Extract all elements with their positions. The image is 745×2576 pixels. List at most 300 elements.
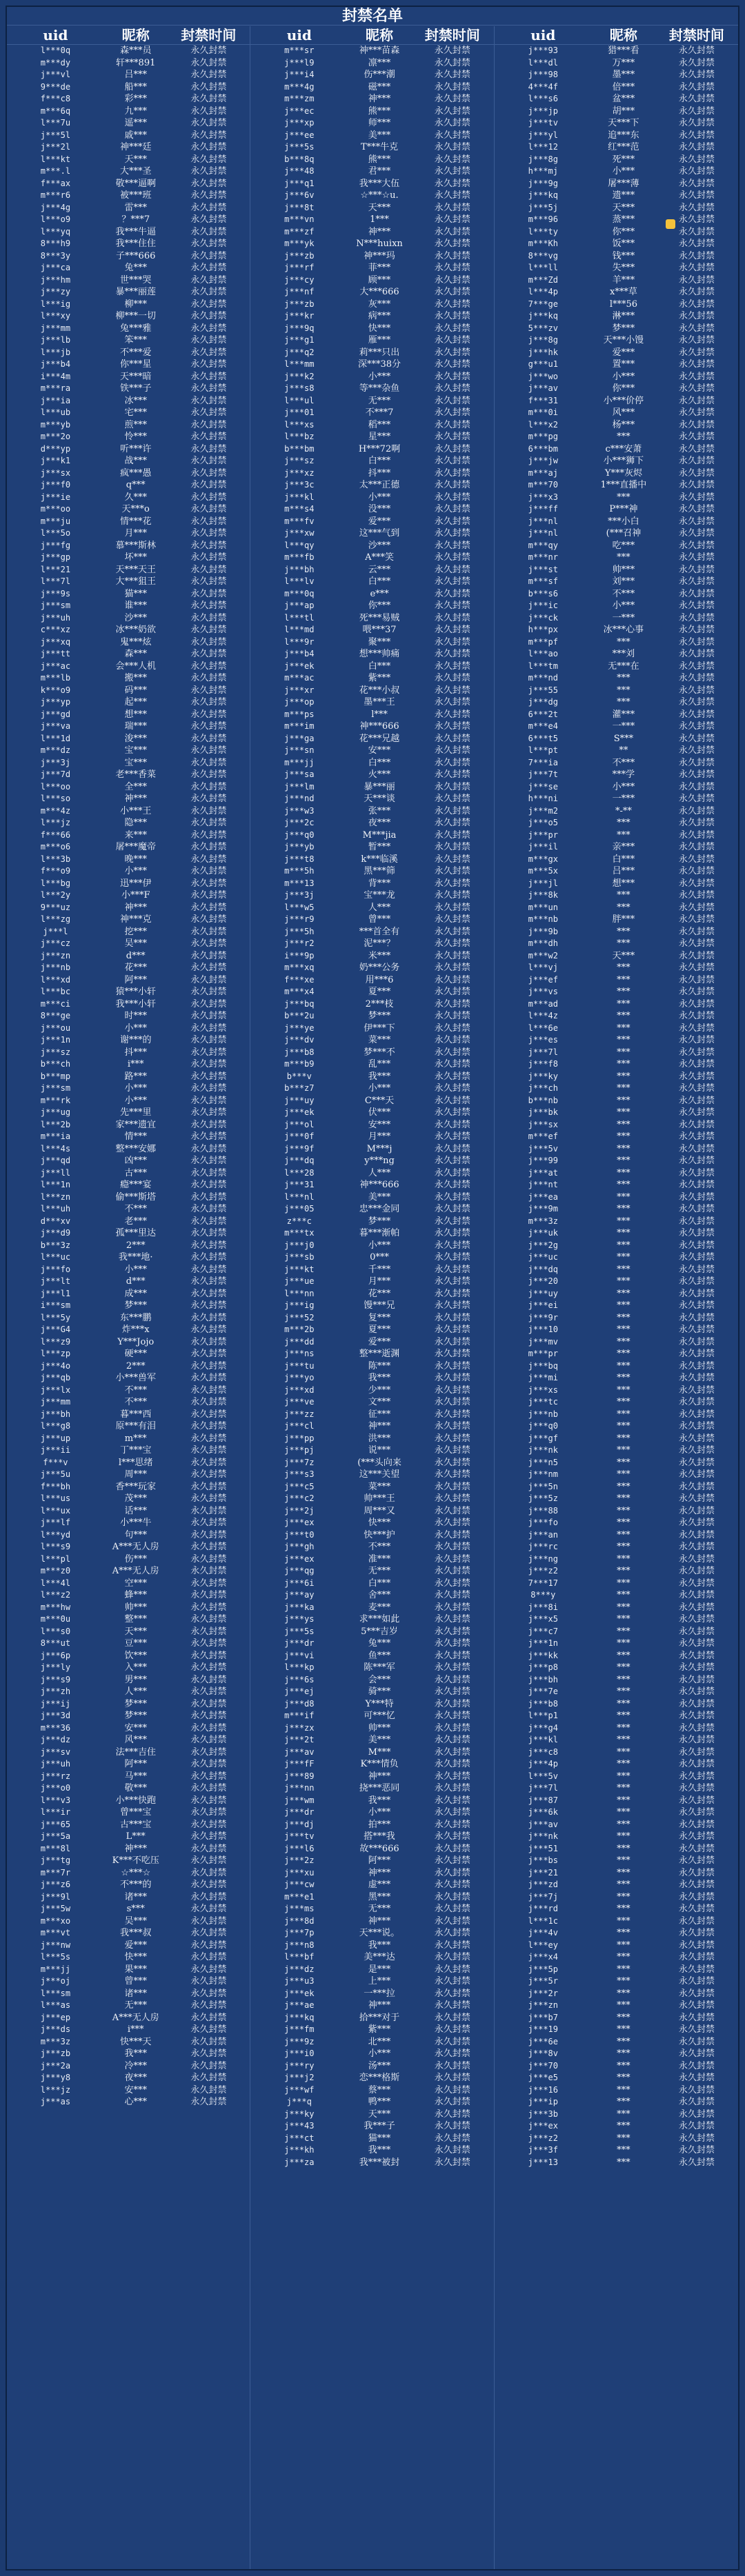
table-row xyxy=(250,841,493,854)
ban-time-cell: 永久封禁 xyxy=(434,1445,470,1456)
nickname-cell: 你***星 xyxy=(119,359,152,370)
table-row xyxy=(7,914,250,926)
uid-cell: j***i4 xyxy=(284,70,315,79)
ban-time-cell: 永久封禁 xyxy=(434,1988,470,1999)
uid-cell: j***nb xyxy=(528,1409,558,1419)
nickname-cell: 神*** xyxy=(368,226,391,237)
ban-time-cell: 永久封禁 xyxy=(190,1952,227,1962)
table-row xyxy=(495,962,738,974)
ban-time-cell: 永久封禁 xyxy=(678,46,715,56)
ban-time-cell: 永久封禁 xyxy=(190,649,227,659)
nickname-cell: 小***狮下 xyxy=(603,456,644,466)
table-row xyxy=(250,1493,493,1505)
nickname-cell: 想*** xyxy=(124,709,147,720)
uid-cell: j***tu xyxy=(284,1360,315,1371)
table-row xyxy=(7,1179,250,1191)
table-row xyxy=(7,1312,250,1325)
uid-cell: j***2g xyxy=(528,1240,558,1250)
ban-time-cell: 永久封禁 xyxy=(678,1095,715,1106)
ban-time-cell: 永久封禁 xyxy=(434,311,470,321)
ban-time-cell: 永久封禁 xyxy=(190,1928,227,1938)
table-row xyxy=(250,431,493,443)
nickname-cell: 天***下 xyxy=(608,118,639,128)
table-row xyxy=(250,274,493,287)
table-row xyxy=(7,1010,250,1023)
nickname-cell: *** xyxy=(617,1180,630,1190)
table-row xyxy=(495,2024,738,2036)
table-row xyxy=(250,696,493,709)
ban-time-cell: 永久封禁 xyxy=(190,625,227,635)
ban-time-cell: 永久封禁 xyxy=(434,178,470,189)
table-row xyxy=(7,1698,250,1711)
uid-cell: l***5y xyxy=(40,1312,71,1322)
nickname-cell: 沙*** xyxy=(124,612,147,623)
table-row xyxy=(495,926,738,938)
uid-cell: m***ju xyxy=(40,516,71,526)
uid-cell: h***px xyxy=(528,625,558,634)
nickname-cell: 猿***小轩 xyxy=(115,987,156,997)
ban-time-cell: 永久封禁 xyxy=(678,1385,715,1396)
ban-time-cell: 永久封禁 xyxy=(678,1433,715,1444)
table-row xyxy=(250,93,493,105)
nickname-cell: 马*** xyxy=(124,1771,147,1782)
table-row xyxy=(495,45,738,57)
table-row xyxy=(250,323,493,335)
table-row xyxy=(250,1034,493,1047)
ban-time-cell: 永久封禁 xyxy=(678,601,715,611)
ban-time-cell: 永久封禁 xyxy=(434,1976,470,1986)
nickname-cell: 凛*** xyxy=(368,57,391,68)
table-row xyxy=(495,1324,738,1336)
uid-cell: m***zf xyxy=(284,226,315,237)
uid-cell: j***05 xyxy=(284,1204,315,1214)
table-row xyxy=(7,793,250,805)
uid-cell: j***ug xyxy=(40,1107,71,1117)
nickname-cell: 美*** xyxy=(368,130,391,141)
ban-time-cell: 永久封禁 xyxy=(190,1915,227,1926)
table-row xyxy=(7,2084,250,2097)
ban-time-cell: 永久封禁 xyxy=(434,745,470,756)
ban-time-cell: 永久封禁 xyxy=(678,1529,715,1540)
ban-time-cell: 永久封禁 xyxy=(190,1735,227,1745)
table-row xyxy=(495,769,738,781)
uid-cell: j***zb xyxy=(284,299,315,309)
nickname-cell: 帅*** xyxy=(368,1722,391,1733)
nickname-cell: 夜*** xyxy=(124,2073,147,2083)
table-row xyxy=(7,1589,250,1602)
table-row xyxy=(250,226,493,239)
uid-cell: m***70 xyxy=(528,480,558,490)
table-row xyxy=(495,1167,738,1180)
nickname-cell: *** xyxy=(617,697,630,707)
table-row xyxy=(495,2120,738,2133)
ban-time-cell: 永久封禁 xyxy=(434,1578,470,1589)
uid-cell: j***48 xyxy=(284,166,315,176)
table-row xyxy=(250,2024,493,2036)
uid-cell: j***kl xyxy=(528,1735,558,1744)
ban-time-cell: 永久封禁 xyxy=(678,142,715,152)
ban-time-cell: 永久封禁 xyxy=(678,1325,715,1335)
ban-time-cell: 永久封禁 xyxy=(434,70,470,80)
uid-cell: j***uy xyxy=(284,1095,315,1105)
table-row xyxy=(7,1288,250,1300)
nickname-cell: 路*** xyxy=(124,1071,147,1082)
table-row xyxy=(7,2000,250,2012)
uid-cell: j***g1 xyxy=(284,335,315,345)
uid-cell: j***93 xyxy=(528,46,558,55)
table-row xyxy=(495,588,738,601)
ban-time-cell: 永久封禁 xyxy=(190,299,227,310)
nickname-cell: 我***牛逼 xyxy=(115,226,156,237)
nickname-cell: 夜*** xyxy=(368,818,391,828)
nickname-cell: 饮*** xyxy=(124,1650,147,1661)
uid-cell: l***ub xyxy=(40,407,71,417)
ban-time-cell: 永久封禁 xyxy=(190,516,227,527)
ban-time-cell: 永久封禁 xyxy=(190,1940,227,1951)
ban-time-cell: 永久封禁 xyxy=(678,588,715,599)
uid-cell: j***pj xyxy=(284,1445,315,1455)
table-row xyxy=(250,130,493,142)
uid-cell: j***5n xyxy=(528,1481,558,1491)
nickname-cell: 汤*** xyxy=(368,2060,391,2071)
uid-cell: l***5s xyxy=(40,1952,71,1962)
nickname-cell: 暮***西 xyxy=(119,1409,152,1420)
nickname-cell: 米*** xyxy=(368,950,391,961)
table-row xyxy=(7,1360,250,1373)
uid-cell: j***5s xyxy=(284,1626,315,1636)
table-row xyxy=(250,1251,493,1264)
ban-time-cell: 永久封禁 xyxy=(190,2084,227,2095)
table-row xyxy=(495,383,738,395)
ban-time-cell: 永久封禁 xyxy=(678,1662,715,1673)
uid-cell: j***2l xyxy=(40,142,71,152)
ban-time-cell: 永久封禁 xyxy=(190,564,227,575)
uid-cell: j***ou xyxy=(40,1023,71,1033)
nickname-cell: 死***易贼 xyxy=(359,612,400,623)
ban-time-cell: 永久封禁 xyxy=(190,504,227,514)
uid-cell: j***5w xyxy=(40,1904,71,1913)
uid-cell: j***k2 xyxy=(284,371,315,381)
nickname-cell: 顾*** xyxy=(368,274,391,285)
uid-cell: j***6k xyxy=(528,1807,558,1817)
uid-cell: m***3z xyxy=(528,1216,558,1226)
ban-time-cell: 永久封禁 xyxy=(434,1312,470,1323)
uid-cell: m***o6 xyxy=(40,842,71,852)
ban-time-cell: 永久封禁 xyxy=(190,359,227,370)
uid-cell: m***oo xyxy=(40,504,71,514)
uid-cell: j***kk xyxy=(528,1650,558,1660)
ban-time-cell: 永久封禁 xyxy=(434,1191,470,1203)
uid-cell: m***jj xyxy=(284,757,315,767)
uid-cell: b***z7 xyxy=(284,1083,315,1093)
ban-time-cell: 永久封禁 xyxy=(678,2097,715,2107)
uid-cell: m***ef xyxy=(528,1131,558,1141)
uid-cell: j***yl xyxy=(528,130,558,140)
nickname-cell: *** xyxy=(617,1662,630,1673)
ban-time-cell: 永久封禁 xyxy=(678,94,715,104)
nickname-cell: *** xyxy=(617,2121,630,2131)
nickname-cell: *** xyxy=(617,1711,630,1721)
ban-time-cell: 永久封禁 xyxy=(190,1336,227,1347)
table-row xyxy=(250,1565,493,1578)
uid-cell: j***8k xyxy=(528,890,558,900)
ban-time-cell: 永久封禁 xyxy=(678,781,715,792)
uid-cell: j***5s xyxy=(284,142,315,152)
column-header xyxy=(250,26,493,45)
uid-cell: j***x3 xyxy=(528,492,558,502)
table-row xyxy=(7,2096,250,2109)
ban-time-cell: 永久封禁 xyxy=(434,612,470,623)
uid-cell: l***5v xyxy=(528,1771,558,1781)
ban-time-cell: 永久封禁 xyxy=(190,1107,227,1118)
nickname-cell: 曾***宝 xyxy=(119,1807,152,1818)
ban-time-cell: 永久封禁 xyxy=(190,1325,227,1335)
nickname-cell: 美*** xyxy=(368,1735,391,1745)
nickname-cell: 鸭*** xyxy=(368,2097,391,2107)
nickname-cell: *** xyxy=(617,2133,630,2144)
uid-cell: j***lf xyxy=(40,1518,71,1527)
ban-time-cell: 永久封禁 xyxy=(678,2121,715,2131)
ban-time-cell: 永久封禁 xyxy=(678,1360,715,1371)
table-row xyxy=(250,443,493,456)
uid-cell: j***ns xyxy=(284,1349,315,1358)
nickname-cell: 谁*** xyxy=(124,601,147,611)
uid-cell: j***ex xyxy=(284,1553,315,1564)
table-row xyxy=(7,1071,250,1083)
table-row xyxy=(495,214,738,226)
uid-cell: l***tl xyxy=(284,612,315,623)
table-row xyxy=(250,2060,493,2073)
uid-cell: j***c8 xyxy=(528,1747,558,1757)
nickname-cell: 刘*** xyxy=(612,576,635,587)
table-row xyxy=(7,1975,250,1988)
ban-time-cell: 永久封禁 xyxy=(190,1590,227,1600)
uid-cell: j***xu xyxy=(284,1867,315,1878)
uid-cell: j***fF xyxy=(284,1759,315,1769)
ban-time-cell: 永久封禁 xyxy=(434,974,470,985)
nickname-cell: *** xyxy=(617,1940,630,1951)
uid-cell: j***ae xyxy=(284,2000,315,2010)
ban-time-cell: 永久封禁 xyxy=(434,1143,470,1154)
table-row xyxy=(250,1951,493,1964)
nickname-cell: 快***护 xyxy=(364,1529,395,1540)
ban-time-cell: 永久封禁 xyxy=(678,1783,715,1793)
ban-time-cell: 永久封禁 xyxy=(678,1047,715,1058)
nickname-cell: 这***关望 xyxy=(359,1469,400,1480)
uid-cell: m***nb xyxy=(528,914,558,924)
table-row xyxy=(7,190,250,202)
uid-cell: l***yd xyxy=(40,1529,71,1540)
ban-time-cell: 永久封禁 xyxy=(678,1228,715,1238)
uid-cell: m***Kh xyxy=(528,239,558,248)
table-row xyxy=(7,178,250,190)
uid-cell: l***ux xyxy=(40,1505,71,1516)
table-row xyxy=(250,1771,493,1783)
ban-time-cell: 永久封禁 xyxy=(434,2036,470,2047)
nickname-cell: 神***克 xyxy=(119,914,152,925)
uid-cell: j***3b xyxy=(528,2109,558,2119)
nickname-cell: 小***王 xyxy=(119,805,152,816)
ban-time-cell: 永久封禁 xyxy=(190,432,227,442)
ban-time-cell: 永久封禁 xyxy=(678,926,715,937)
ban-time-cell: 永久封禁 xyxy=(434,1759,470,1769)
table-row xyxy=(495,1312,738,1325)
ban-time-cell: 永久封禁 xyxy=(434,383,470,394)
ban-time-cell: 永久封禁 xyxy=(434,854,470,865)
ban-time-cell: 永久封禁 xyxy=(434,1928,470,1938)
table-row xyxy=(7,733,250,745)
uid-cell: j***7t xyxy=(528,769,558,779)
ban-time-cell: 永久封禁 xyxy=(678,226,715,237)
nickname-cell: 小***快跑 xyxy=(115,1795,156,1806)
table-row xyxy=(495,1433,738,1445)
uid-cell: j***dd xyxy=(284,1336,315,1347)
ban-time-cell: 永久封禁 xyxy=(190,287,227,297)
ban-time-cell: 永久封禁 xyxy=(678,239,715,249)
uid-cell: j***kq xyxy=(528,190,558,200)
uid-cell: j***hk xyxy=(528,347,558,357)
ban-time-cell: 永久封禁 xyxy=(190,1904,227,1914)
table-row xyxy=(250,793,493,805)
ban-time-cell: 永久封禁 xyxy=(678,1915,715,1926)
ban-time-cell: 永久封禁 xyxy=(434,1614,470,1624)
nickname-cell: 宝*** xyxy=(124,745,147,756)
ban-time-cell: 永久封禁 xyxy=(678,998,715,1009)
ban-time-cell: 永久封禁 xyxy=(190,118,227,128)
uid-cell: m***fb xyxy=(284,552,315,562)
ban-time-cell: 永久封禁 xyxy=(190,1518,227,1528)
ban-time-cell: 永久封禁 xyxy=(434,564,470,575)
uid-cell: m***0u xyxy=(40,1614,71,1624)
uid-cell: j***fo xyxy=(40,1264,71,1274)
ban-time-cell: 永久封禁 xyxy=(190,1650,227,1661)
uid-cell: j***b8 xyxy=(528,1698,558,1709)
uid-cell: j***dz xyxy=(284,1964,315,1974)
ban-time-cell: 永久封禁 xyxy=(678,1698,715,1709)
nickname-cell: 想***帅痛 xyxy=(359,649,400,659)
uid-cell: f***bh xyxy=(40,1481,71,1491)
ban-time-cell: 永久封禁 xyxy=(678,878,715,889)
table-row xyxy=(495,1372,738,1385)
table-row xyxy=(495,2096,738,2109)
table-row xyxy=(495,1903,738,1915)
nickname-cell: 墨***王 xyxy=(364,697,395,707)
table-row xyxy=(7,757,250,769)
nickname-cell: 黑*** xyxy=(368,1891,391,1902)
table-row xyxy=(250,190,493,202)
uid-cell: j***43 xyxy=(284,2121,315,2131)
uid-cell: j***zz xyxy=(284,1409,315,1419)
uid-cell: j***tt xyxy=(40,649,71,658)
table-row xyxy=(495,1034,738,1047)
nickname-cell: 神*** xyxy=(368,1867,391,1878)
uid-cell: j***5z xyxy=(528,1493,558,1503)
table-row xyxy=(7,395,250,407)
ban-time-cell: 永久封禁 xyxy=(434,794,470,804)
table-row xyxy=(495,564,738,576)
table-row xyxy=(7,1758,250,1771)
ban-time-cell: 永久封禁 xyxy=(190,794,227,804)
table-row xyxy=(7,165,250,178)
table-row xyxy=(495,1505,738,1518)
table-row xyxy=(250,141,493,154)
ban-time-cell: 永久封禁 xyxy=(678,2049,715,2059)
table-row xyxy=(7,938,250,950)
ban-time-cell: 永久封禁 xyxy=(190,601,227,611)
table-row xyxy=(7,1686,250,1698)
ban-list-column xyxy=(250,26,494,2569)
table-row xyxy=(495,1578,738,1590)
ban-time-cell: 永久封禁 xyxy=(434,419,470,430)
ban-time-cell: 永久封禁 xyxy=(190,46,227,56)
nickname-cell: 人*** xyxy=(368,902,391,913)
ban-time-cell: 永久封禁 xyxy=(678,347,715,358)
table-row xyxy=(495,902,738,914)
ban-time-cell: 永久封禁 xyxy=(434,118,470,128)
uid-cell: f***c8 xyxy=(40,94,71,103)
nickname-cell: 帅*** xyxy=(124,1602,147,1613)
nickname-cell: 战*** xyxy=(124,456,147,466)
nickname-cell: *** xyxy=(617,1807,630,1818)
uid-cell: m***if xyxy=(284,1711,315,1720)
uid-cell: m***2b xyxy=(284,1325,315,1334)
nickname-cell: 兔*** xyxy=(368,1638,391,1649)
ban-time-cell: 永久封禁 xyxy=(434,2145,470,2155)
ban-time-cell: 永久封禁 xyxy=(434,154,470,165)
nickname-cell: 晚*** xyxy=(124,854,147,865)
uid-cell: j***xp xyxy=(284,118,315,128)
ban-time-cell: 永久封禁 xyxy=(434,1626,470,1637)
ban-time-cell: 永久封禁 xyxy=(678,214,715,225)
nickname-cell: 宝*** xyxy=(124,757,147,768)
table-row xyxy=(495,1240,738,1252)
nickname-cell: 求***如此 xyxy=(359,1614,400,1624)
uid-cell: b***s6 xyxy=(528,588,558,598)
table-row xyxy=(250,648,493,661)
nickname-cell: 少*** xyxy=(368,1385,391,1396)
table-row xyxy=(495,2157,738,2169)
header-ban-time: 封禁时间 xyxy=(668,27,724,43)
table-body xyxy=(250,45,493,2569)
uid-cell: l***bz xyxy=(284,432,315,441)
ban-time-cell: 永久封禁 xyxy=(434,1228,470,1238)
table-row xyxy=(250,299,493,311)
ban-time-cell: 永久封禁 xyxy=(678,1023,715,1034)
ban-time-cell: 永久封禁 xyxy=(190,950,227,961)
nickname-cell: 老***香菜 xyxy=(115,769,156,780)
ban-time-cell: 永久封禁 xyxy=(434,1662,470,1673)
nickname-cell: 置*** xyxy=(612,359,635,370)
uid-cell: j***l9 xyxy=(284,57,315,68)
uid-cell: m***3z xyxy=(40,2036,71,2046)
table-row xyxy=(7,540,250,552)
ban-time-cell: 永久封禁 xyxy=(678,1469,715,1480)
uid-cell: j***6i xyxy=(284,1578,315,1588)
uid-cell: j***gh xyxy=(284,1542,315,1551)
table-row xyxy=(250,998,493,1011)
table-row xyxy=(250,1807,493,1819)
uid-cell: l***so xyxy=(40,794,71,803)
ban-time-cell: 永久封禁 xyxy=(434,1011,470,1021)
table-row xyxy=(495,1445,738,1457)
table-row xyxy=(495,1047,738,1059)
uid-cell: m***xq xyxy=(284,963,315,972)
uid-cell: j***sn xyxy=(284,745,315,755)
table-row xyxy=(7,467,250,480)
uid-cell: j***4v xyxy=(528,1928,558,1938)
ban-time-cell: 永久封禁 xyxy=(190,1240,227,1251)
uid-cell: j***nd xyxy=(284,794,315,803)
